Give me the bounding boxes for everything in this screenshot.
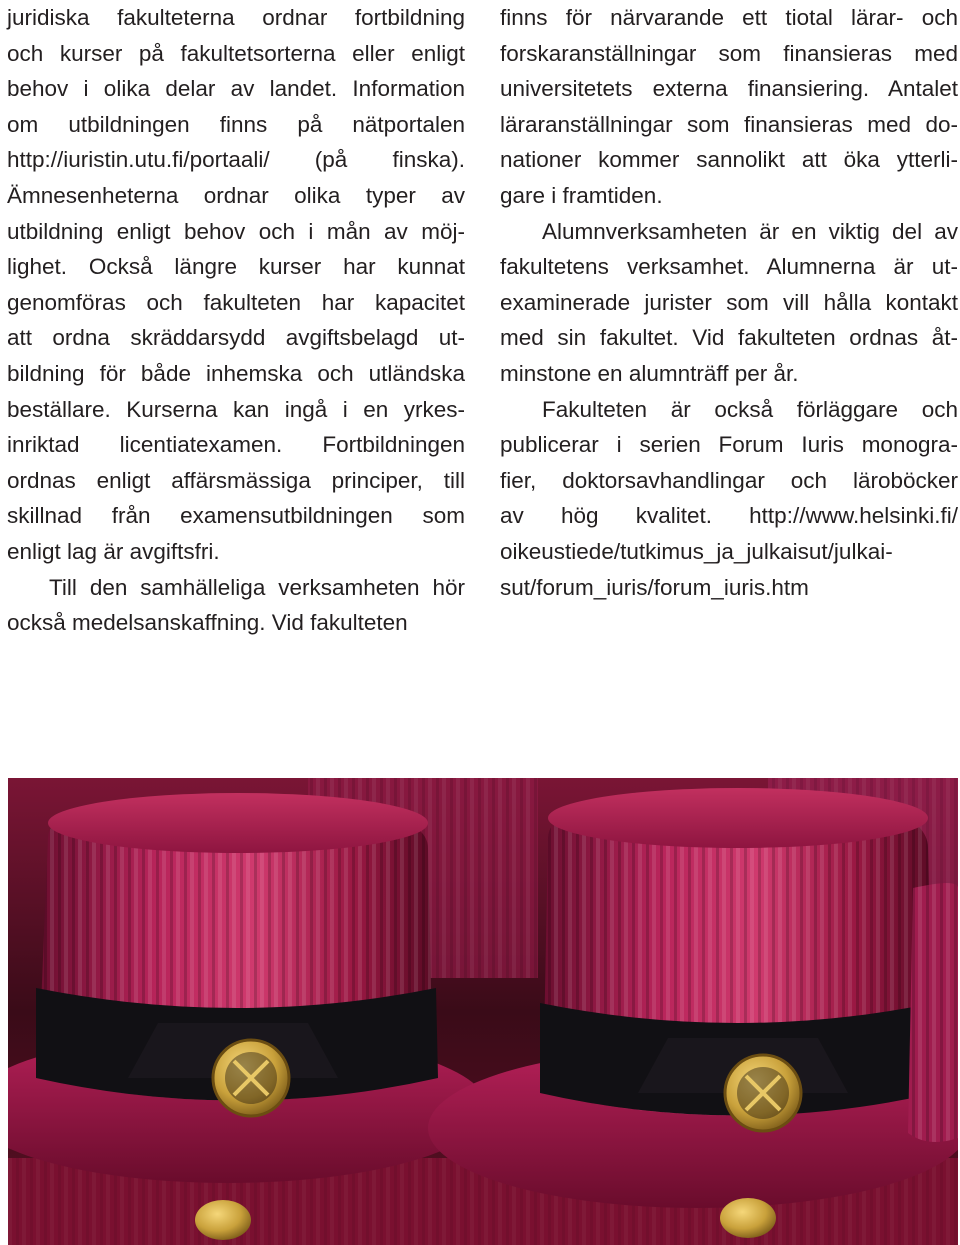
text-line: minstone en alumnträff per år. xyxy=(500,360,799,386)
text-line: Fakulteten är också förläggare och xyxy=(542,396,958,422)
text-line: bildning för både inhemska och utländska xyxy=(7,360,465,386)
text-line: sut/forum_iuris/forum_iuris.htm xyxy=(500,574,809,600)
text-line: inriktad licentiatexamen. Fortbildningen xyxy=(7,432,465,458)
text-line: genomföras och fakulteten har kapacitet xyxy=(7,289,465,315)
text-line: finns för närvarande ett tiotal lärar- och xyxy=(500,5,958,30)
text-line: lighet. Också längre kurser har kunnat xyxy=(7,254,465,280)
text-line: examinerade jurister som vill hålla kontakt xyxy=(500,289,958,315)
text-line: Till den samhälleliga verksamheten hör xyxy=(49,574,465,600)
text-line: skillnad från examensutbildningen som xyxy=(7,503,465,529)
text-line: med sin fakultet. Vid fakulteten ordnas åt- xyxy=(500,325,958,351)
text-line: oikeustiede/tutkimus_ja_julkaisut/julkai- xyxy=(500,538,893,564)
text-line: forskaranställningar som finansieras med xyxy=(500,40,958,66)
text-line: utbildning enligt behov och i mån av möj- xyxy=(7,218,465,244)
text-line: publicerar i serien Forum Iuris monogra- xyxy=(500,432,958,458)
text-line: också medelsanskaffning. Vid fakulteten xyxy=(7,610,408,636)
text-line: gare i framtiden. xyxy=(500,182,663,208)
text-line: http://iuristin.utu.fi/portaali/ (på finska). xyxy=(7,147,465,173)
text-line: enligt lag är avgiftsfri. xyxy=(7,538,220,564)
text-line: om utbildningen finns på nätportalen xyxy=(7,111,465,137)
right-text-column xyxy=(500,0,958,605)
text-line: Alumnverksamheten är en viktig del av xyxy=(542,218,958,244)
doctoral-hats-photo xyxy=(8,778,958,1245)
text-line: att ordna skräddarsydd avgiftsbelagd ut- xyxy=(7,325,465,351)
text-line: läraranställningar som finansieras med do- xyxy=(500,111,958,137)
text-line: fier, doktorsavhandlingar och läroböcker xyxy=(500,467,958,493)
text-line: och kurser på fakultetsorterna eller enligt xyxy=(7,40,465,66)
text-line: ordnas enligt affärsmässiga principer, till xyxy=(7,467,465,493)
text-line: universitetets externa finansiering. Antalet xyxy=(500,76,958,102)
text-line: fakultetens verksamhet. Alumnerna är ut- xyxy=(500,254,958,280)
text-line: Ämnesenheterna ordnar olika typer av xyxy=(7,182,465,208)
text-line: av hög kvalitet. http://www.helsinki.fi/ xyxy=(500,503,958,529)
left-text-column xyxy=(7,0,465,641)
text-line: nationer kommer sannolikt att öka ytterli- xyxy=(500,147,958,173)
text-line: juridiska fakulteterna ordnar fortbildning xyxy=(7,5,465,30)
text-line: behov i olika delar av landet. Information xyxy=(7,76,465,102)
text-line: beställare. Kurserna kan ingå i en yrkes- xyxy=(7,396,465,422)
